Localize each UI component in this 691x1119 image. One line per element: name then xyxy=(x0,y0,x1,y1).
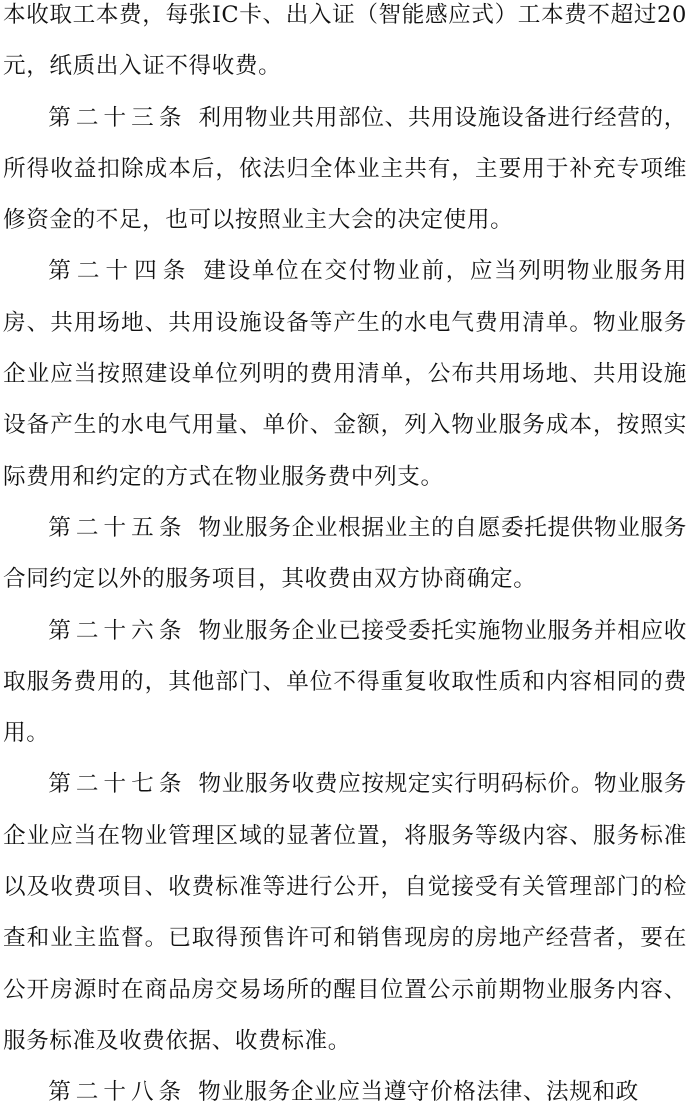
article-23 xyxy=(3,93,687,247)
article-text: 物业服务收费应按规定实行明码标价。物业服务企业应当在物业管理区域的显著位置，将服务等级内容、服务标准以及收费项目、收费标准等进行公开，自觉接受有关管理部门的检查和业主监督。已取得预售许可和销售现房的房地产经营者，要在公开房源时在商品房交易场所的醒目位置公示前期物业服务内容、服务标准及收费依据、收费标准。 xyxy=(3,771,687,1054)
article-number: 第二十七条 xyxy=(48,771,187,798)
article-number: 第二十六条 xyxy=(48,617,187,644)
paragraph-continued xyxy=(3,0,687,93)
article-25 xyxy=(3,503,687,606)
article-number: 第二十五条 xyxy=(48,514,187,541)
paragraph-text: 本收取工本费，每张IC卡、出入证（智能感应式）工本费不超过20元，纸质出入证不得收费。 xyxy=(3,2,687,80)
article-28 xyxy=(3,1067,687,1118)
article-26 xyxy=(3,606,687,760)
article-text: 物业服务企业根据业主的自愿委托提供物业服务合同约定以外的服务项目，其收费由双方协商确定。 xyxy=(3,514,687,593)
article-24 xyxy=(3,246,687,502)
article-text: 利用物业共用部位、共用设施设备进行经营的，所得收益扣除成本后，依法归全体业主共有，主要用于补充专项维修资金的不足，也可以按照业主大会的决定使用。 xyxy=(3,104,687,234)
article-number: 第二十三条 xyxy=(48,104,187,131)
article-text: 物业服务企业已接受委托实施物业服务并相应收取服务费用的，其他部门、单位不得重复收取性质和内容相同的费用。 xyxy=(3,617,687,747)
article-text: 物业服务企业应当遵守价格法律、法规和政 xyxy=(198,1079,639,1106)
article-number: 第二十四条 xyxy=(48,258,192,285)
article-text: 建设单位在交付物业前，应当列明物业服务用房、共用场地、共用设施设备等产生的水电气费用清单。物业服务企业应当按照建设单位列明的费用清单，公布共用场地、共用设施设备产生的水电气用量、单价、金额，列入物业服务成本，按照实际费用和约定的方式在物业服务费中列支。 xyxy=(3,258,688,490)
article-27 xyxy=(3,759,687,1067)
article-number: 第二十八条 xyxy=(48,1079,187,1106)
